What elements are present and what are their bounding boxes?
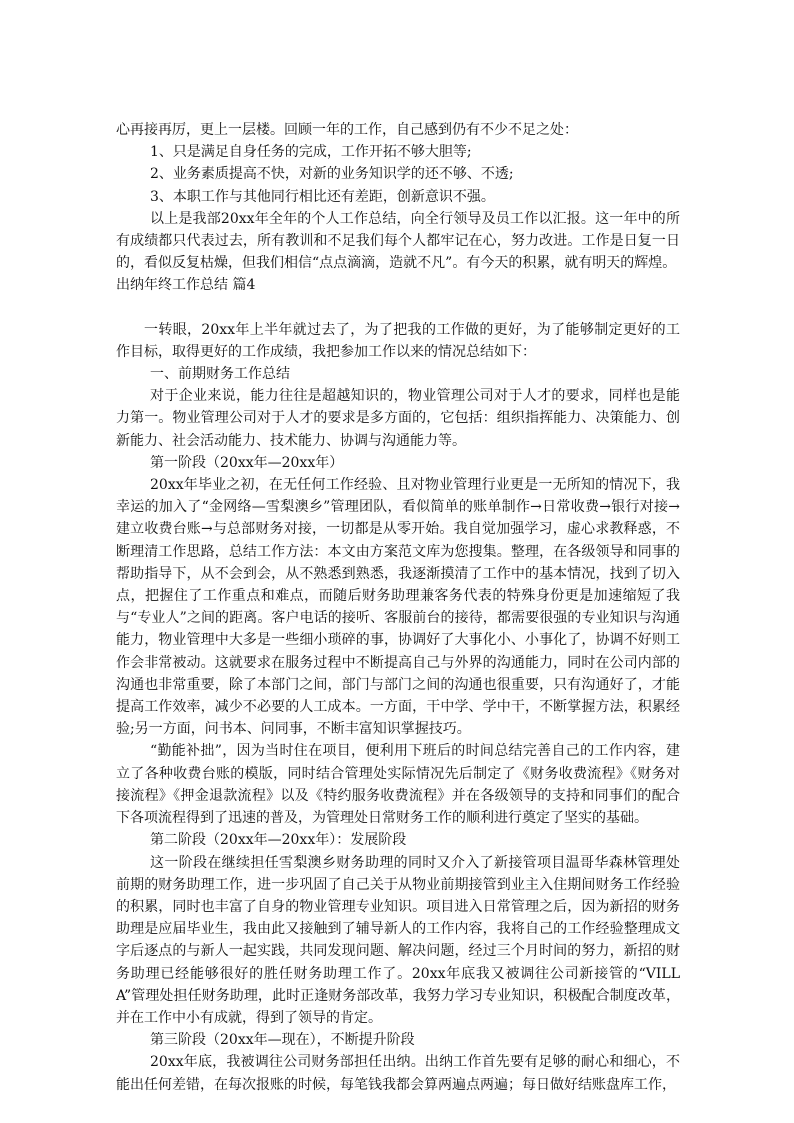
subheading-early-finance: 一、前期财务工作总结 [150,366,290,383]
paragraph-ability: 对于企业来说，能力往往是超越知识的，物业管理公司对于人才的要求，同样也是能力第一。物业管理公司对于人才的要求是多方面的，它包括：组织指挥能力、决策能力、创新能力、社会活动能力、技术能力、协调与沟通能力等。 [116,388,680,449]
list-item-shortcoming-3: 3、本职工作与其他同行相比还有差距，创新意识不强。 [150,188,495,205]
paragraph-reflection: 心再接再厉，更上一层楼。回顾一年的工作，自己感到仍有不少不足之处： [116,122,578,138]
list-item-shortcoming-2: 2、业务素质提高不快，对新的业务知识学的还不够、不透; [150,166,514,183]
paragraph-diligence: “勤能补拙”，因为当时住在项目，便利用下班后的时间总结完善自己的工作内容，建立了各种收费台账的模版，同时结合管理处实际情况先后制定了《财务收费流程》《财务对接流程》《押金退款流程》以及《特约服务收费流程》并在各级领导的支持和同事们的配合下各项流程得到了迅速的普及，为管理处日常财务工作的顺利进行奠定了坚实的基础。 [116,743,680,827]
list-item-shortcoming-1: 1、只是满足自身任务的完成，工作开拓不够大胆等; [150,144,472,161]
subheading-stage-3: 第三阶段（20xx年—现在），不断提升阶段 [150,1032,415,1049]
paragraph-conclusion: 以上是我部20xx年全年的个人工作总结，向全行领导及员工作以汇报。这一年中的所有成绩都只代表过去，所有教训和不足我们每个人都牢记在心，努力改进。工作是日复一日的，看似反复枯燥，但我们相信“点点滴滴，造就不凡”。有今天的积累，就有明天的辉煌。 [116,210,680,272]
paragraph-intro: 一转眼，20xx年上半年就过去了，为了把我的工作做的更好，为了能够制定更好的工作目标，取得更好的工作成绩，我把参加工作以来的情况总结如下： [116,321,680,360]
paragraph-stage-3: 20xx年底，我被调往公司财务部担任出纳。出纳工作首先要有足够的耐心和细心，不能出任何差错，在每次报账的时候，每笔钱我都会算两遍点两遍；每日做好结账盘库工作， [116,1054,680,1093]
blank-line [116,297,680,319]
paragraph-stage-1: 20xx年毕业之初，在无任何工作经验、且对物业管理行业更是一无所知的情况下，我幸运的加入了“金网络—雪梨澳乡”管理团队，看似简单的账单制作→日常收费→银行对接→建立收费台账→与总部财务对接，一切都是从零开始。我自觉加强学习，虚心求教释惑，不断理清工作思路，总结工作方法：本文由方案范文库为您搜集。整理，在各级领导和同事的帮助指导下，从不会到会，从不熟悉到熟悉，我逐渐摸清了工作中的基本情况，找到了切入点，把握住了工作重点和难点，而随后财务助理兼客务代表的特殊身份更是加速缩短了我与“专业人”之间的距离。客户电话的接听、客服前台的接待，都需要很强的专业知识与沟通能力，物业管理中大多是一些细小琐碎的事，协调好了大事化小、小事化了，协调不好则工作会非常被动。这就要求在服务过程中不断提高自己与外界的沟通能力，同时在公司内部的沟通也非常重要，除了本部门之间，部门与部门之间的沟通也很重要，只有沟通好了，才能提高工作效率，减少不必要的人工成本。一方面，干中学、学中干，不断掌握方法，积累经验;另一方面，问书本、问同事，不断丰富知识掌握技巧。 [116,477,680,738]
document-body [116,119,680,1096]
subheading-stage-2: 第二阶段（20xx年—20xx年）：发展阶段 [150,832,407,849]
paragraph-stage-2: 这一阶段在继续担任雪梨澳乡财务助理的同时又介入了新接管项目温哥华森林管理处前期的财务助理工作，进一步巩固了自己关于从物业前期接管到业主入住期间财务工作经验的积累，同时也丰富了自身的物业管理专业知识。项目进入日常管理之后，因为新招的财务助理是应届毕业生，我由此又接触到了辅导新人的工作内容，我将自己的工作经验整理成文字后逐点的与新人一起实践，共同发现问题、解决问题，经过三个月时间的努力，新招的财务助理已经能够很好的胜任财务助理工作了。20xx年底我又被调往公司新接管的“VILLA”管理处担任财务助理，此时正逢财务部改革，我努力学习专业知识，积极配合制度改革，并在工作中小有成就，得到了领导的肯定。 [116,854,680,1026]
section-heading-part4: 出纳年终工作总结 篇4 [116,277,256,294]
subheading-stage-1: 第一阶段（20xx年—20xx年） [150,454,344,471]
